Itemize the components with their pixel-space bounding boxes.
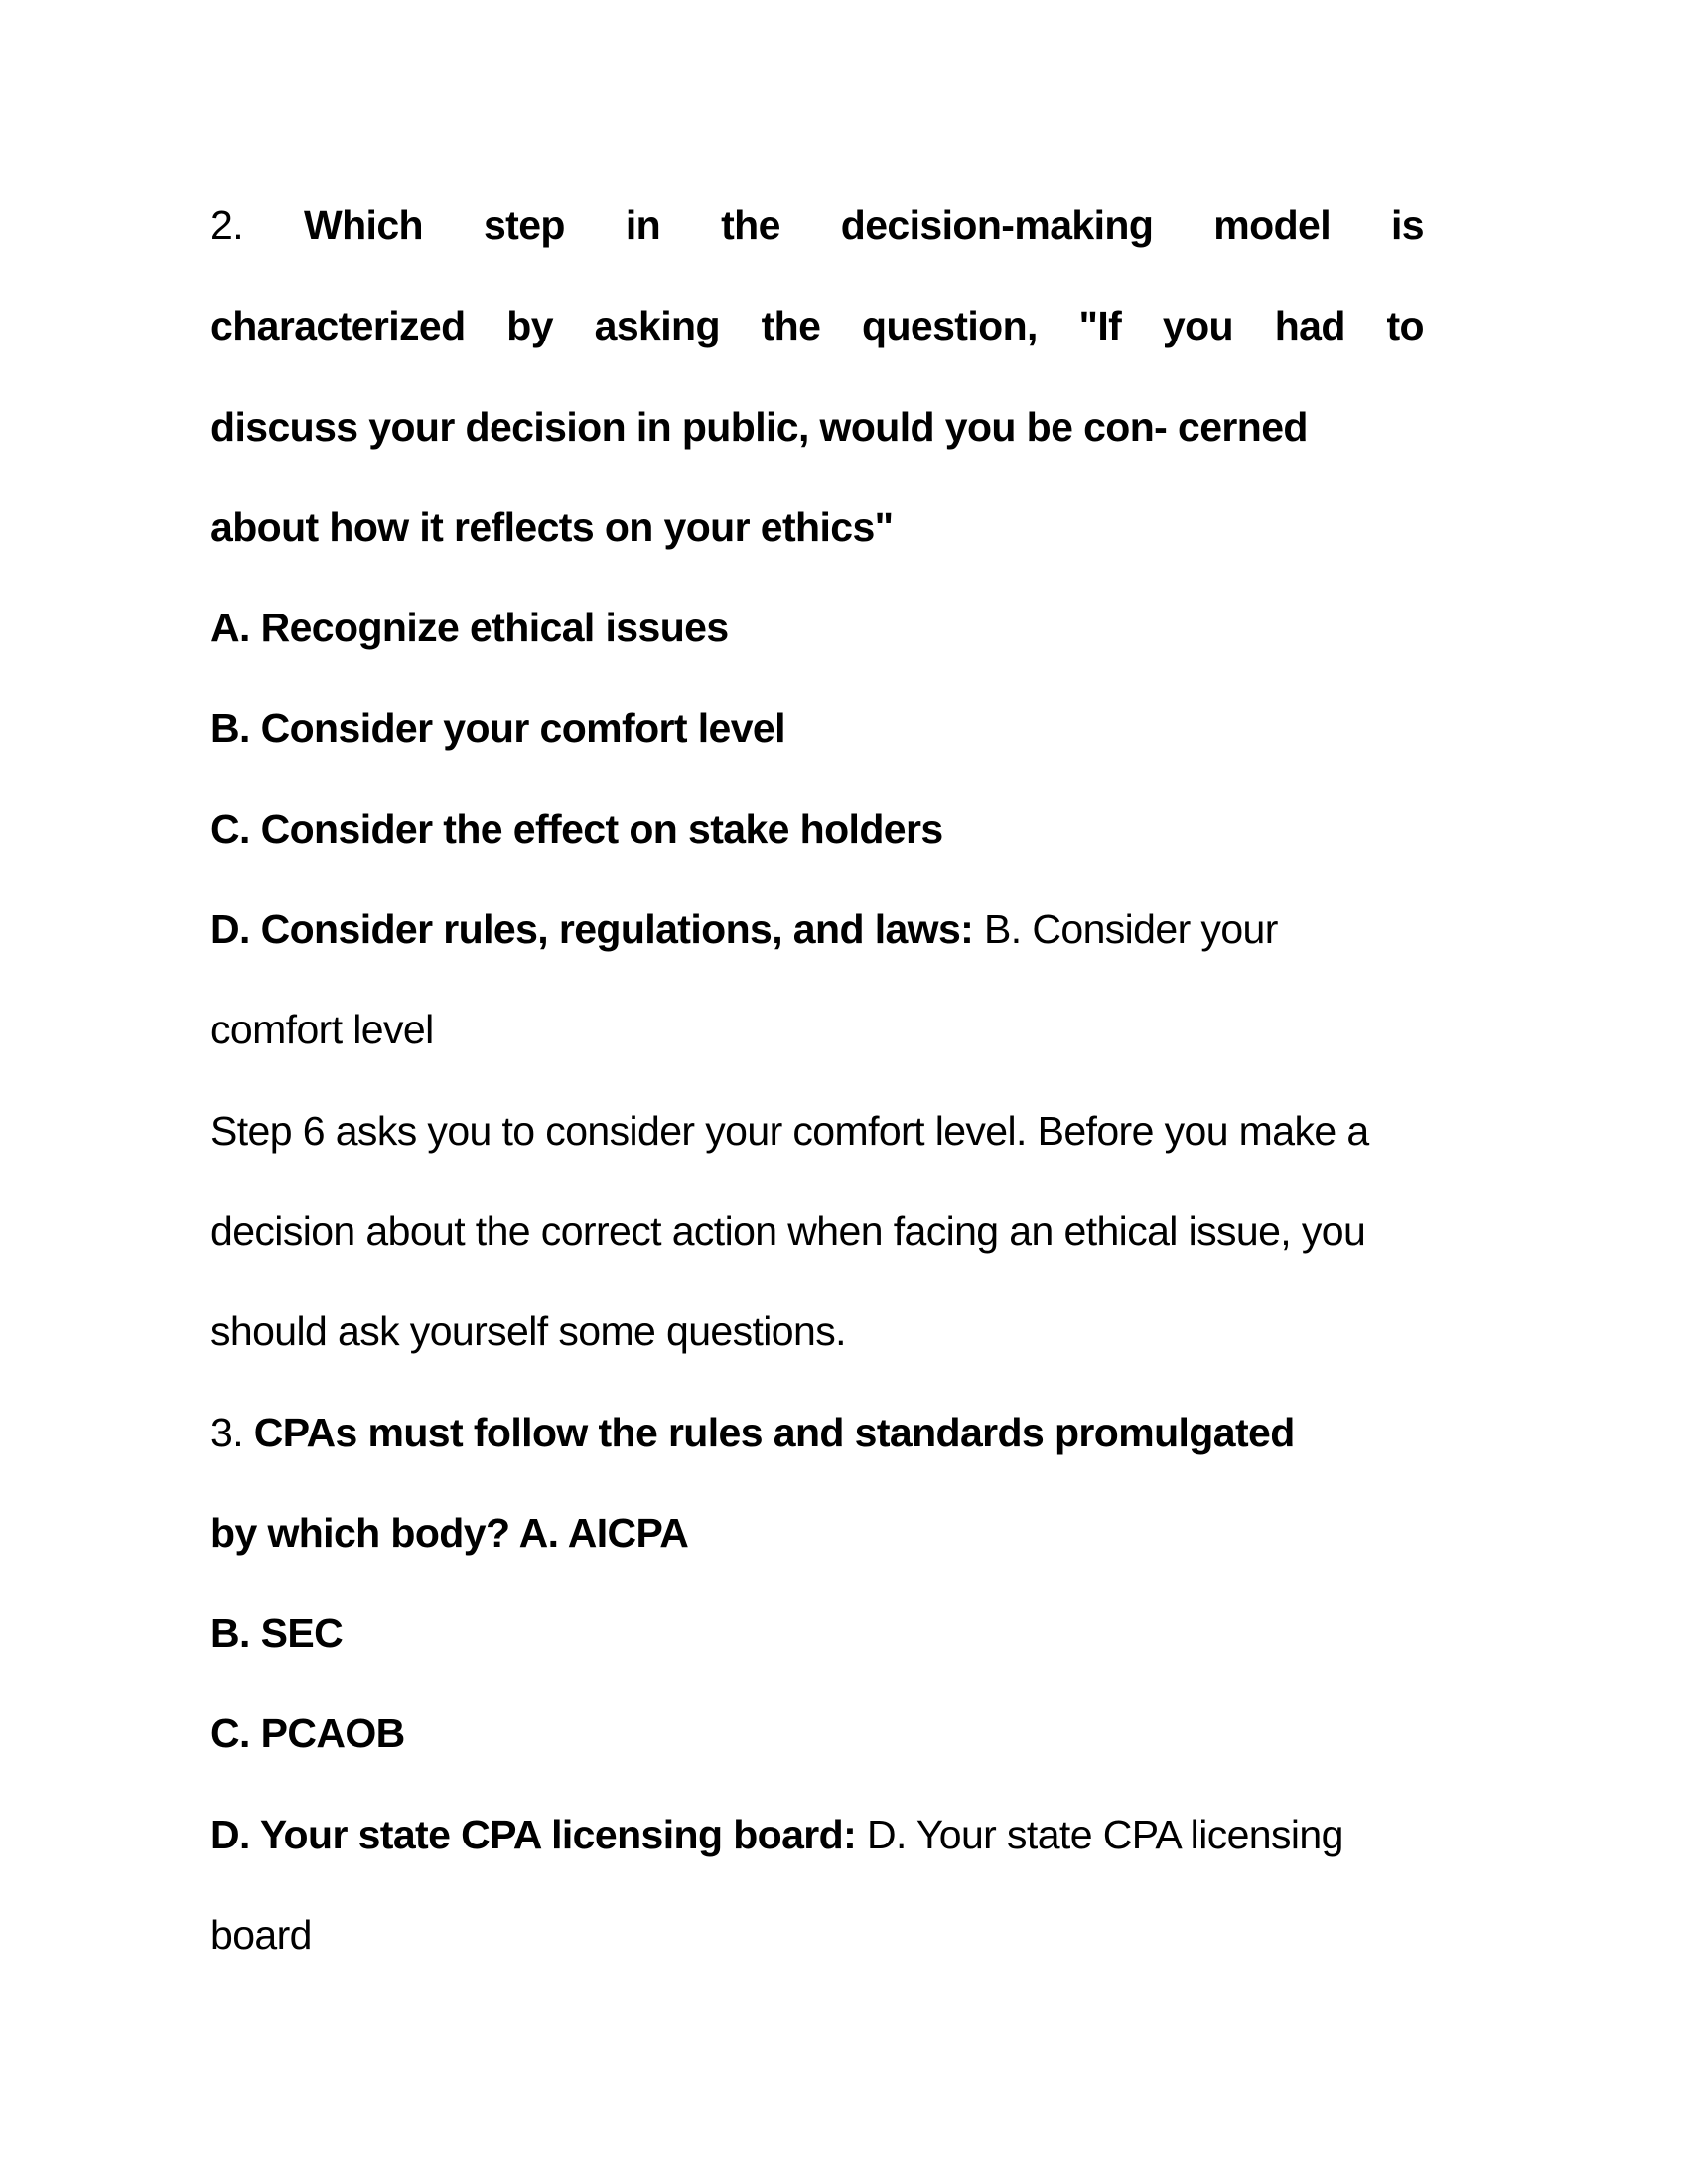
q3-answer-cont bbox=[211, 1885, 1424, 1985]
q3-question-text: CPAs must follow the rules and standards promulgated bbox=[253, 1409, 1295, 1455]
document-page bbox=[211, 176, 1424, 1985]
q2-question-text: characterized by asking the question, "If you had to bbox=[211, 303, 1424, 349]
q2-answer: B. Consider your bbox=[984, 906, 1278, 953]
q2-explanation-1 bbox=[211, 1081, 1424, 1181]
q3-answer: board bbox=[211, 1912, 312, 1959]
q3-option-c bbox=[211, 1684, 1424, 1784]
q3-line-1 bbox=[211, 1383, 1424, 1483]
q2-line-4 bbox=[211, 478, 1424, 578]
option-text: D. Consider rules, regulations, and laws: bbox=[211, 906, 974, 953]
q2-question-text: about how it reflects on your ethics" bbox=[211, 503, 894, 550]
q3-option-d bbox=[211, 1785, 1424, 1885]
option-text: D. Your state CPA licensing board: bbox=[211, 1811, 857, 1857]
q2-option-b bbox=[211, 678, 1424, 778]
explanation-text: decision about the correct action when facing an ethical issue, you bbox=[211, 1207, 1366, 1254]
q2-line-2 bbox=[211, 276, 1424, 376]
q2-question-text: discuss your decision in public, would you be con- cerned bbox=[211, 403, 1308, 450]
q2-explanation-2 bbox=[211, 1181, 1424, 1282]
q2-option-c bbox=[211, 779, 1424, 880]
explanation-text: should ask yourself some questions. bbox=[211, 1308, 846, 1355]
q2-explanation-3 bbox=[211, 1282, 1424, 1382]
explanation-text: Step 6 asks you to consider your comfort level. Before you make a bbox=[211, 1107, 1369, 1154]
option-text: B. Consider your comfort level bbox=[211, 705, 785, 751]
q2-line-3 bbox=[211, 377, 1424, 478]
q3-line-2 bbox=[211, 1483, 1424, 1583]
option-text: C. PCAOB bbox=[211, 1710, 405, 1757]
q3-option-b bbox=[211, 1583, 1424, 1684]
q3-question-text: by which body? A. AICPA bbox=[211, 1509, 689, 1556]
option-text: A. Recognize ethical issues bbox=[211, 605, 729, 651]
option-text: C. Consider the effect on stake holders bbox=[211, 805, 943, 852]
q2-answer: comfort level bbox=[211, 1007, 434, 1053]
q3-answer: D. Your state CPA licensing bbox=[866, 1811, 1343, 1857]
q3-number: 3. bbox=[211, 1409, 243, 1455]
q2-line-1 bbox=[211, 176, 1424, 276]
q2-answer-cont bbox=[211, 980, 1424, 1080]
option-text: B. SEC bbox=[211, 1610, 344, 1657]
q2-option-a bbox=[211, 578, 1424, 678]
q2-number: 2. bbox=[211, 203, 243, 248]
q2-option-d bbox=[211, 880, 1424, 980]
q2-question-text: Which step in the decision-making model is bbox=[304, 203, 1425, 248]
